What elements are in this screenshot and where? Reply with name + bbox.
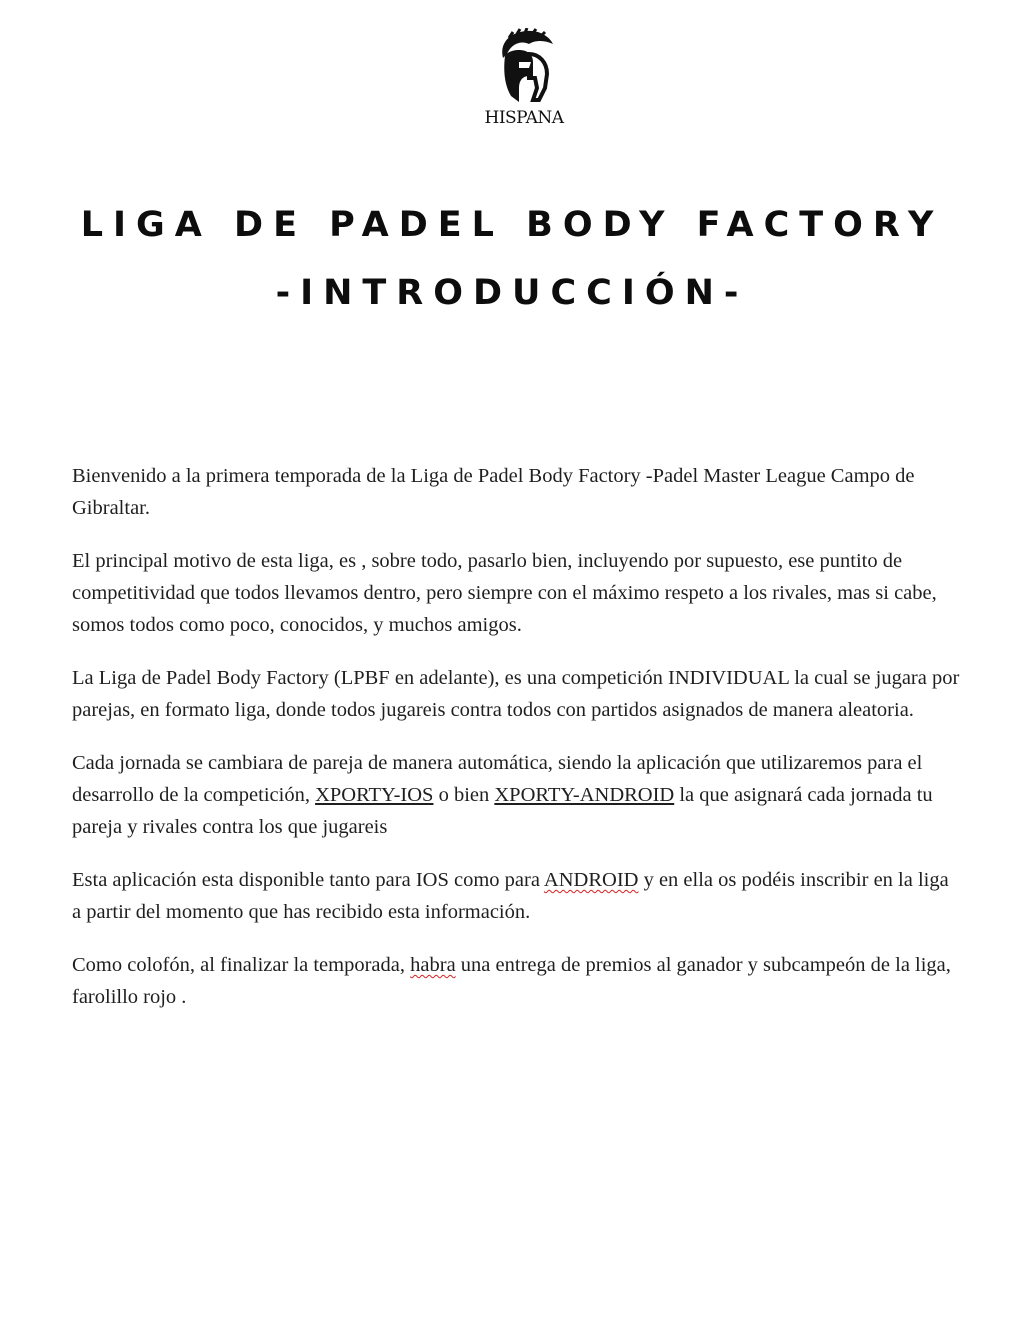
paragraph-awards-after: una entrega de premios al ganador y subcampeón de la liga, farolillo rojo .	[72, 954, 951, 1008]
paragraph-app-text-before: Cada jornada se cambiara de pareja de manera automática, siendo la aplicación que utilizaremos para el desarrollo de la competición,	[72, 752, 923, 806]
spellcheck-word-habra: habra	[410, 954, 456, 976]
title-line-2: -INTRODUCCIÓN-	[275, 273, 749, 313]
paragraph-availability	[72, 864, 962, 928]
paragraph-app	[72, 747, 962, 843]
spellcheck-word-android: ANDROID	[543, 869, 639, 891]
logo	[474, 28, 574, 138]
paragraph-availability-before: Esta aplicación esta disponible tanto para IOS como para	[72, 869, 544, 891]
logo-text: HISPANA	[484, 108, 564, 128]
link-xporty-ios[interactable]: XPORTY-IOS	[315, 784, 434, 806]
paragraph-format: La Liga de Padel Body Factory (LPBF en adelante), es una competición INDIVIDUAL la cual se jugara por parejas, en formato liga, donde todos jugareis contra todos con partidos asignados de manera aleatoria.	[72, 667, 960, 721]
paragraph-availability-after: y en ella os podéis inscribir en la liga a partir del momento que has recibido esta información.	[72, 869, 949, 923]
paragraph-app-text-middle: o bien	[433, 784, 495, 806]
paragraph-welcome: Bienvenido a la primera temporada de la Liga de Padel Body Factory -Padel Master League Campo de Gibraltar.	[72, 465, 915, 519]
paragraph-awards-before: Como colofón, al finalizar la temporada,	[72, 954, 411, 976]
spartan-helmet-icon	[489, 28, 559, 106]
paragraph-app-text-after: la que asignará cada jornada tu pareja y rivales contra los que jugareis	[72, 784, 933, 838]
title-line-1: LIGA DE PADEL BODY FACTORY	[80, 205, 944, 245]
paragraph-purpose: El principal motivo de esta liga, es , sobre todo, pasarlo bien, incluyendo por supuesto, ese puntito de competitividad que todos llevamos dentro, pero siempre con el máximo respeto a los rivales, mas si cabe, somos todos como poco, conocidos, y muchos amigos.	[72, 550, 937, 636]
paragraph-awards	[72, 949, 962, 1013]
document-body	[72, 460, 962, 1034]
document-title	[0, 195, 1024, 323]
link-xporty-android[interactable]: XPORTY-ANDROID	[494, 784, 675, 806]
